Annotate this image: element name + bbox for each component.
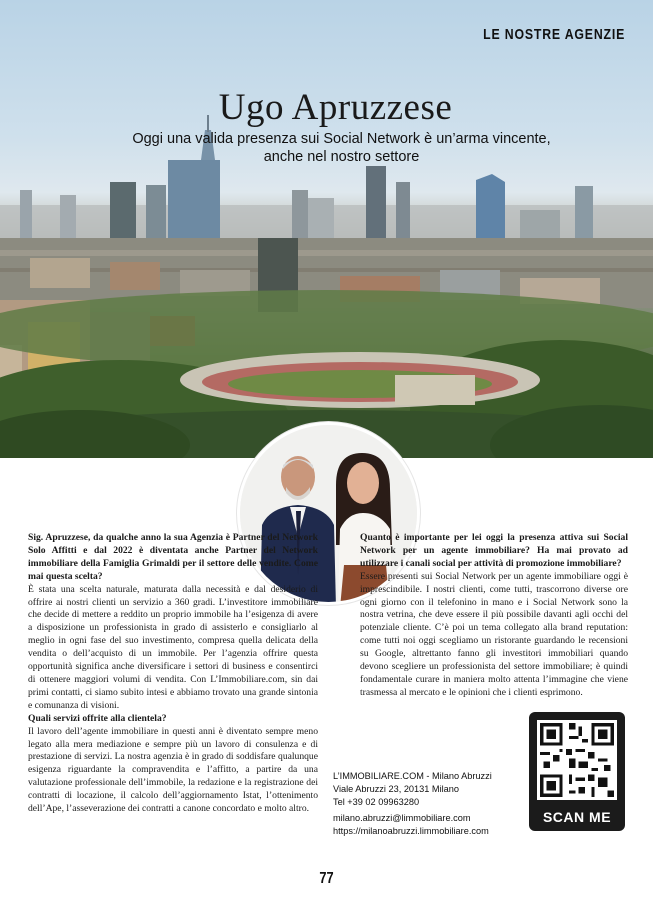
interview-question-1: Sig. Apruzzese, da qualche anno la sua Agenzia è Partner del Network Solo Affitti e dal 2022 è diventata anche Partner del Network immobiliare della Famiglia Grimaldi per il settore delle vendite. Come mai questa scelta? bbox=[28, 532, 318, 582]
agency-address: Viale Abruzzi 23, 20131 Milano bbox=[333, 783, 459, 794]
right-text-column bbox=[360, 532, 628, 700]
article-subtitle bbox=[30, 130, 653, 166]
interview-question-3: Quanto è importante per lei oggi la presenza attiva sui Social Network per un agente immobiliare? Ha mai provato ad utilizzare i canali social per attività di promozione immobiliare? bbox=[360, 532, 628, 569]
section-tag: LE NOSTRE AGENZIE bbox=[483, 26, 625, 43]
page-number: 77 bbox=[319, 870, 334, 887]
interview-answer-2: Il lavoro dell’agente immobiliare in questi anni è diventato sempre meno legato alla mera mediazione e sempre più un lavoro di consulenza e di prestazione di servizi. La nostra agenzia è in grado di soddisfare qualunque esigenza riguardante la compravendita e l’affitto, a partire da una valutazione professionale dell’immobile, la redazione e la registrazione dei contratti di locazione, il calcolo dell’aggiornamento Istat, l’ottenimento dell’Ape, l’asseverazione dei contratti a canone concordato e molto altro. bbox=[28, 725, 318, 815]
interview-question-2: Quali servizi offrite alla clientela? bbox=[28, 712, 167, 724]
article-subtitle-line-2: anche nel nostro settore bbox=[263, 149, 420, 165]
agency-website: https://milanoabruzzi.limmobiliare.com bbox=[333, 826, 489, 837]
article-title: Ugo Apruzzese bbox=[218, 87, 453, 128]
agency-name: L’IMMOBILIARE.COM - Milano Abruzzi bbox=[333, 771, 492, 781]
article-headline bbox=[0, 86, 653, 166]
scan-me-label: SCAN ME bbox=[542, 809, 612, 825]
qr-code-icon bbox=[537, 720, 617, 800]
interview-answer-1: È stata una scelta naturale, maturata dalla necessità e dal desiderio di offrire ai nostri clienti un servizio a 360 gradi. L’investitore immobiliare che decide di mettere a reddito un proprio immobile ha l’esigenza di avere a disposizione un professionista in grado di assisterlo e consigliarlo al meglio in ogni fase del suo investimento, compresa quella delicata della vendita o dell’acquisto di un immobile. Per l’agenzia offrire questa opportunità significa anche diversificare i settori di business e consentirci di ottenere maggiori volumi di vendita. Con L’Immobiliare.com, sin dai primi contatti, ci siamo subito intesi e abbiamo trovato una grande sintonia e comunanza di visioni. bbox=[28, 583, 318, 711]
interview-answer-3: Essere presenti sui Social Network per un agente immobiliare oggi è imprescindibile. I nostri clienti, come tutti, trascorrono diverse ore ogni giorno con il telefonino in mano e i Social Network sono la nostra vetrina, che deve essere il più possibile davanti agli occhi del potenziale cliente. C’è poi un tema collegato alla brand reputation: come tutti noi oggi scegliamo un ristorante guardando le recensioni su Google, altrettanto fanno gli investitori immobiliari quando devono scegliere un professionista del settore immobiliare; è quindi fondamentale curare in maniera molto attenta l’immagine che viene trasmessa al mercato e le opinioni che i clienti esprimono. bbox=[360, 570, 628, 698]
agency-phone: Tel +39 02 09963280 bbox=[333, 796, 420, 807]
article-subtitle-line-1: Oggi una valida presenza sui Social Network è un’arma vincente, bbox=[132, 131, 551, 147]
qr-code-badge bbox=[529, 712, 625, 831]
agency-email: milano.abruzzi@limmobiliare.com bbox=[333, 813, 471, 824]
agency-contact-block bbox=[333, 770, 523, 838]
left-text-column bbox=[28, 532, 318, 816]
